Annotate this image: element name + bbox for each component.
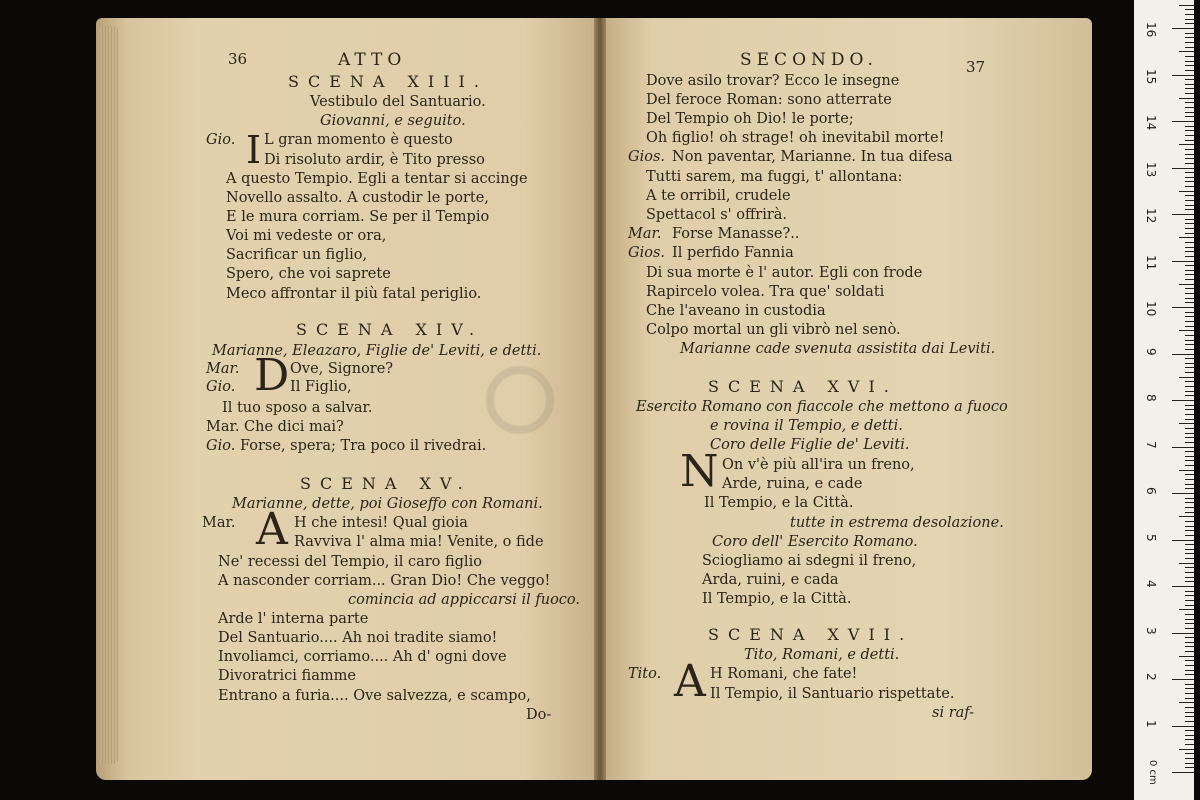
ruler-tick xyxy=(1185,79,1194,80)
ruler-tick xyxy=(1185,735,1194,736)
ruler-tick xyxy=(1185,47,1194,48)
ruler-tick xyxy=(1185,372,1194,373)
verse-line: H Romani, che fate! xyxy=(710,666,858,682)
ruler-tick xyxy=(1185,419,1194,420)
drop-cap-a: A xyxy=(256,504,288,555)
ruler-tick xyxy=(1185,614,1194,615)
ruler-tick xyxy=(1172,540,1194,541)
verse-line: Involiamci, corriamo.... Ah d' ogni dove xyxy=(218,649,507,665)
ruler-tick xyxy=(1185,265,1194,266)
verse-line: A nasconder corriam... Gran Dio! Che veggo! xyxy=(218,573,551,589)
ruler-tick xyxy=(1185,479,1194,480)
ruler-tick xyxy=(1185,381,1194,382)
ruler-number: 16 xyxy=(1144,22,1158,38)
ruler-tick xyxy=(1185,623,1194,624)
ruler-tick xyxy=(1185,414,1194,415)
ruler-number: 3 xyxy=(1144,626,1158,635)
verse-line: Forse Manasse?.. xyxy=(672,226,800,242)
verse-line: Del feroce Roman: sono atterrate xyxy=(646,92,892,108)
ruler-tick xyxy=(1185,428,1194,429)
chorus-heading: Coro dell' Esercito Romano. xyxy=(712,534,918,550)
verse-line: E le mura corriam. Se per il Tempio xyxy=(226,209,490,225)
ruler-tick xyxy=(1185,763,1194,764)
ruler-number: 2 xyxy=(1144,673,1158,681)
ruler-tick xyxy=(1185,154,1194,155)
ruler-tick xyxy=(1179,656,1194,657)
ruler-tick xyxy=(1185,521,1194,522)
catchword-left: Do- xyxy=(526,707,552,723)
ruler-tick xyxy=(1185,674,1194,675)
running-head-right: SECONDO. xyxy=(740,50,878,70)
ruler-tick xyxy=(1185,405,1194,406)
verse-line: Forse, spera; Tra poco il rivedrai. xyxy=(240,438,487,454)
ruler-tick xyxy=(1185,600,1194,601)
ruler-tick xyxy=(1185,126,1194,127)
ruler-number: 13 xyxy=(1144,161,1158,177)
speaker-mar: Mar. xyxy=(202,515,236,531)
ruler-tick xyxy=(1185,716,1194,717)
ruler-tick xyxy=(1172,772,1194,773)
page-edges xyxy=(100,26,118,764)
verse-line: Sciogliamo ai sdegni il freno, xyxy=(702,553,917,569)
verse-line: Novello assalto. A custodir le porte, xyxy=(226,190,489,206)
ruler-tick xyxy=(1172,679,1194,680)
ruler-tick xyxy=(1185,14,1194,15)
ruler-tick xyxy=(1172,354,1194,355)
stage-direction: Marianne cade svenuta assistita dai Leviti. xyxy=(680,341,996,357)
speaker-gio: Gio. xyxy=(206,379,236,395)
ruler-tick xyxy=(1185,488,1194,489)
ruler-tick xyxy=(1179,51,1194,52)
ruler-tick xyxy=(1185,707,1194,708)
ruler-number: 1 xyxy=(1144,719,1158,728)
ruler-tick xyxy=(1179,284,1194,285)
ruler-tick xyxy=(1185,279,1194,280)
ruler-tick xyxy=(1172,261,1194,262)
ruler-tick xyxy=(1185,553,1194,554)
ruler-tick xyxy=(1185,395,1194,396)
ruler-tick xyxy=(1179,609,1194,610)
verse-line: Di risoluto ardir, è Tito presso xyxy=(264,152,485,168)
verse-line: Arde, ruina, e cade xyxy=(722,476,863,492)
scene-title-15: SCENA XV. xyxy=(300,474,472,493)
scene-title-17: SCENA XVII. xyxy=(708,625,914,644)
verse-line: H che intesi! Qual gioia xyxy=(294,515,468,531)
ruler-tick xyxy=(1185,205,1194,206)
ruler-tick xyxy=(1185,646,1194,647)
ruler-tick xyxy=(1172,400,1194,401)
ruler-tick xyxy=(1179,702,1194,703)
ruler-tick xyxy=(1185,367,1194,368)
ruler-tick xyxy=(1185,456,1194,457)
ruler-tick xyxy=(1185,65,1194,66)
verse-line: Ne' recessi del Tempio, il caro figlio xyxy=(218,554,482,570)
ruler-tick xyxy=(1185,684,1194,685)
ruler-tick xyxy=(1185,172,1194,173)
ruler-tick xyxy=(1185,316,1194,317)
ruler-tick xyxy=(1185,605,1194,606)
ruler-tick xyxy=(1185,619,1194,620)
ruler-tick xyxy=(1179,5,1194,6)
scene-cast-13: Giovanni, e seguito. xyxy=(320,113,466,129)
ruler-tick xyxy=(1185,256,1194,257)
ruler-tick xyxy=(1185,363,1194,364)
verse-line: Di sua morte è l' autor. Egli con frode xyxy=(646,265,923,281)
scene-setting: Vestibulo del Santuario. xyxy=(310,94,486,110)
verse-line: Arde l' interna parte xyxy=(218,611,369,627)
verse-line: Ove, Signore? xyxy=(290,361,394,377)
speaker-mar: Mar. xyxy=(206,361,240,377)
ruler-tick xyxy=(1185,251,1194,252)
ruler-tick xyxy=(1172,307,1194,308)
verse-line: Dove asilo trovar? Ecco le insegne xyxy=(646,73,900,89)
ruler-tick xyxy=(1185,507,1194,508)
scene-cast-14: Marianne, Eleazaro, Figlie de' Leviti, e detti. xyxy=(212,343,542,359)
ruler-tick xyxy=(1185,223,1194,224)
ruler-tick xyxy=(1185,312,1194,313)
verse-line: Il Tempio, e la Città. xyxy=(704,495,854,511)
ruler-tick xyxy=(1185,549,1194,550)
ruler-tick xyxy=(1185,84,1194,85)
ruler-tick xyxy=(1185,712,1194,713)
ruler-tick xyxy=(1185,572,1194,573)
ruler-tick xyxy=(1185,140,1194,141)
speaker-mar: Mar. xyxy=(628,226,662,242)
ruler-tick xyxy=(1185,358,1194,359)
ruler-tick xyxy=(1185,23,1194,24)
ruler-number: 4 xyxy=(1144,580,1158,588)
ruler-tick xyxy=(1185,442,1194,443)
ruler-tick xyxy=(1185,344,1194,345)
ruler-tick xyxy=(1179,191,1194,192)
verse-line: L gran momento è questo xyxy=(264,132,453,148)
ruler-number: 8 xyxy=(1144,394,1158,402)
ruler-tick xyxy=(1185,451,1194,452)
scene-title-14: SCENA XIV. xyxy=(296,320,484,339)
ruler-tick xyxy=(1185,526,1194,527)
measurement-ruler xyxy=(1134,0,1194,800)
verse-line: Non paventar, Marianne. In tua difesa xyxy=(672,149,953,165)
ruler-tick xyxy=(1185,288,1194,289)
ruler-tick xyxy=(1185,670,1194,671)
speaker-tito: Tito. xyxy=(628,666,662,682)
ruler-tick xyxy=(1185,302,1194,303)
ruler-tick xyxy=(1172,447,1194,448)
ruler-tick xyxy=(1179,144,1194,145)
ruler-tick xyxy=(1185,544,1194,545)
ruler-tick xyxy=(1185,730,1194,731)
verse-line: On v'è più all'ira un freno, xyxy=(722,457,915,473)
page-number-left: 36 xyxy=(228,50,248,68)
ruler-tick xyxy=(1172,214,1194,215)
ruler-number: 10 xyxy=(1144,301,1158,317)
ruler-tick xyxy=(1185,391,1194,392)
ruler-number: 5 xyxy=(1144,533,1158,542)
ruler-tick xyxy=(1185,437,1194,438)
ruler-tick xyxy=(1179,423,1194,424)
drop-cap-d: D xyxy=(254,350,290,401)
ruler-tick xyxy=(1185,326,1194,327)
verse-line: Colpo mortal un gli vibrò nel senò. xyxy=(646,322,901,338)
chorus-heading: Coro delle Figlie de' Leviti. xyxy=(710,437,910,453)
ruler-tick xyxy=(1185,595,1194,596)
ruler-number: 11 xyxy=(1144,254,1158,270)
ruler-tick xyxy=(1185,233,1194,234)
speaker-gios: Gios. xyxy=(628,149,666,165)
ruler-tick xyxy=(1185,340,1194,341)
ruler-tick xyxy=(1172,586,1194,587)
verse-line: Arda, ruini, e cada xyxy=(702,572,839,588)
library-watermark xyxy=(485,365,695,505)
ruler-number: 12 xyxy=(1144,208,1158,224)
scene-cast-17: Tito, Romani, e detti. xyxy=(744,647,900,663)
ruler-tick xyxy=(1185,112,1194,113)
ruler-tick xyxy=(1185,130,1194,131)
ruler-tick xyxy=(1172,121,1194,122)
verse-line: Meco affrontar il più fatal periglio. xyxy=(226,286,482,302)
ruler-tick xyxy=(1185,181,1194,182)
page-number-right: 37 xyxy=(966,58,986,76)
ruler-tick xyxy=(1185,665,1194,666)
ruler-tick xyxy=(1172,168,1194,169)
ruler-tick xyxy=(1185,698,1194,699)
verse-line: Tutti sarem, ma fuggi, t' allontana: xyxy=(646,169,903,185)
ruler-tick xyxy=(1179,749,1194,750)
ruler-tick xyxy=(1185,247,1194,248)
verse-line: Che l'aveano in custodia xyxy=(646,303,826,319)
verse-line: Oh figlio! oh strage! oh inevitabil morte! xyxy=(646,130,945,146)
verse-line: Spero, che voi saprete xyxy=(226,266,391,282)
ruler-tick xyxy=(1185,42,1194,43)
ruler-tick xyxy=(1185,567,1194,568)
ruler-tick xyxy=(1185,433,1194,434)
ruler-tick xyxy=(1185,242,1194,243)
verse-line: Voi mi vedeste or ora, xyxy=(226,228,387,244)
ruler-tick xyxy=(1172,28,1194,29)
ruler-tick xyxy=(1185,163,1194,164)
ruler-tick xyxy=(1185,37,1194,38)
ruler-tick xyxy=(1185,107,1194,108)
ruler-tick xyxy=(1185,70,1194,71)
ruler-tick xyxy=(1179,470,1194,471)
ruler-number: 15 xyxy=(1144,68,1158,84)
stage-direction: tutte in estrema desolazione. xyxy=(790,515,1004,531)
speaker-gios: Gios. xyxy=(628,245,666,261)
ruler-tick xyxy=(1185,693,1194,694)
ruler-tick xyxy=(1185,9,1194,10)
ruler-tick xyxy=(1185,530,1194,531)
scene-title-16: SCENA XVI. xyxy=(708,377,898,396)
watermark-logo-icon xyxy=(485,365,555,435)
ruler-number: 6 xyxy=(1144,487,1158,495)
ruler-tick xyxy=(1185,335,1194,336)
running-head-left: ATTO xyxy=(338,50,407,70)
speaker-gio: Gio. xyxy=(206,132,236,148)
ruler-tick xyxy=(1185,274,1194,275)
ruler-tick xyxy=(1185,270,1194,271)
ruler-tick xyxy=(1172,75,1194,76)
verse-line: Il tuo sposo a salvar. xyxy=(222,400,373,416)
ruler-number: 14 xyxy=(1144,115,1158,131)
drop-cap-n: N xyxy=(680,446,719,497)
ruler-tick xyxy=(1179,377,1194,378)
ruler-tick xyxy=(1185,409,1194,410)
ruler-tick xyxy=(1185,195,1194,196)
ruler-tick xyxy=(1179,563,1194,564)
ruler-tick xyxy=(1185,502,1194,503)
ruler-tick xyxy=(1172,633,1194,634)
ruler-tick xyxy=(1172,726,1194,727)
ruler-tick xyxy=(1185,219,1194,220)
catchword-right: si raf- xyxy=(932,705,975,721)
ruler-number: 7 xyxy=(1144,440,1158,449)
verse-line: Sacrificar un figlio, xyxy=(226,247,368,263)
ruler-tick xyxy=(1172,493,1194,494)
verse-line: Il perfido Fannia xyxy=(672,245,794,261)
drop-cap-i: I xyxy=(246,128,262,172)
scene-title-13: SCENA XIII. xyxy=(288,72,488,91)
ruler-tick xyxy=(1185,628,1194,629)
verse-line: Mar. Che dici mai? xyxy=(206,419,344,435)
ruler-tick xyxy=(1185,512,1194,513)
ruler-tick xyxy=(1185,349,1194,350)
ruler-tick xyxy=(1185,688,1194,689)
ruler-tick xyxy=(1185,460,1194,461)
ruler-tick xyxy=(1185,116,1194,117)
verse-line: Spettacol s' offrirà. xyxy=(646,207,788,223)
ruler-tick xyxy=(1179,98,1194,99)
ruler-tick xyxy=(1179,237,1194,238)
ruler-tick xyxy=(1185,209,1194,210)
ruler-tick xyxy=(1185,498,1194,499)
ruler-tick xyxy=(1185,581,1194,582)
ruler-tick xyxy=(1185,321,1194,322)
verse-line: Il Tempio, e la Città. xyxy=(702,591,852,607)
verse-line: Del Tempio oh Dio! le porte; xyxy=(646,111,854,127)
verse-line: Del Santuario.... Ah noi tradite siamo! xyxy=(218,630,498,646)
ruler-tick xyxy=(1185,298,1194,299)
ruler-tick xyxy=(1185,744,1194,745)
ruler-tick xyxy=(1185,591,1194,592)
verse-line: Entrano a furia.... Ove salvezza, e scampo, xyxy=(218,688,531,704)
verse-line: Ravviva l' alma mia! Venite, o fide xyxy=(294,534,544,550)
scene-cast-16b: e rovina il Tempio, e detti. xyxy=(710,418,903,434)
ruler-tick xyxy=(1185,535,1194,536)
ruler-tick xyxy=(1185,721,1194,722)
ruler-tick xyxy=(1185,158,1194,159)
ruler-tick xyxy=(1185,19,1194,20)
verse-line: Il Tempio, il Santuario rispettate. xyxy=(710,686,955,702)
ruler-tick xyxy=(1185,186,1194,187)
ruler-tick xyxy=(1185,767,1194,768)
verse-line: Il Figlio, xyxy=(290,379,352,395)
ruler-tick xyxy=(1185,228,1194,229)
ruler-tick xyxy=(1185,660,1194,661)
ruler-tick xyxy=(1185,177,1194,178)
ruler-tick xyxy=(1185,642,1194,643)
scene-cast-16: Esercito Romano con fiaccole che mettono a fuoco xyxy=(636,399,1008,415)
ruler-tick xyxy=(1185,577,1194,578)
ruler-tick xyxy=(1185,135,1194,136)
ruler-tick xyxy=(1185,465,1194,466)
ruler-tick xyxy=(1185,474,1194,475)
drop-cap-a2: A xyxy=(674,656,706,707)
ruler-tick xyxy=(1179,516,1194,517)
ruler-tick xyxy=(1185,56,1194,57)
ruler-tick xyxy=(1179,330,1194,331)
ruler-number: 9 xyxy=(1144,347,1158,356)
ruler-tick xyxy=(1185,293,1194,294)
ruler-tick xyxy=(1185,558,1194,559)
verse-line: A te orribil, crudele xyxy=(646,188,791,204)
ruler-tick xyxy=(1185,61,1194,62)
ruler-tick xyxy=(1185,33,1194,34)
ruler-tick xyxy=(1185,88,1194,89)
verse-line: Divoratrici fiamme xyxy=(218,668,356,684)
scene-cast-15: Marianne, dette, poi Gioseffo con Romani. xyxy=(232,496,543,512)
verse-line: Rapircelo volea. Tra que' soldati xyxy=(646,284,885,300)
ruler-tick xyxy=(1185,200,1194,201)
ruler-tick xyxy=(1185,758,1194,759)
ruler-tick xyxy=(1185,149,1194,150)
verse-line: A questo Tempio. Egli a tentar si accinge xyxy=(226,171,528,187)
ruler-tick xyxy=(1185,386,1194,387)
ruler-unit-label: 0 cm xyxy=(1147,760,1158,785)
ruler-tick xyxy=(1185,93,1194,94)
speaker-gio: Gio. xyxy=(206,438,236,454)
ruler-tick xyxy=(1185,753,1194,754)
ruler-tick xyxy=(1185,484,1194,485)
ruler-tick xyxy=(1185,637,1194,638)
ruler-tick xyxy=(1185,651,1194,652)
ruler-tick xyxy=(1185,739,1194,740)
stage-direction: comincia ad appiccarsi il fuoco. xyxy=(348,592,580,608)
ruler-tick xyxy=(1185,102,1194,103)
